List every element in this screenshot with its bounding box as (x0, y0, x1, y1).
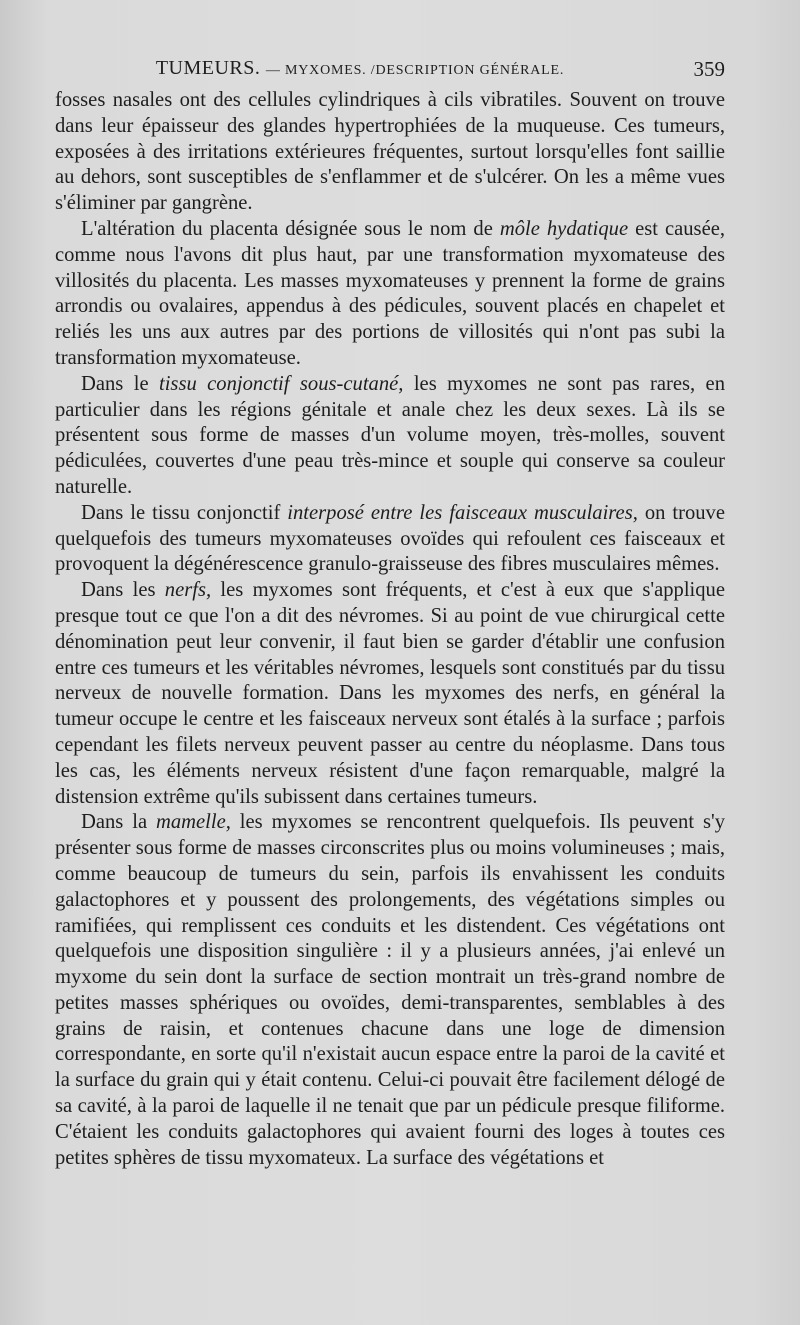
body-text (55, 88, 725, 1171)
paragraph-1: fosses nasales ont des cellules cylindriques à cils vibratiles. Souvent on trouve dans leur épaisseur des glandes hypertrophiées de la muqueuse. Ces tumeurs, exposées à des irritations extérieures fréquentes, surtout lorsqu'elles font saillie au dehors, sont susceptibles de s'enflammer et de s'ulcérer. On les a même vues s'éliminer par gangrène. (55, 89, 725, 215)
page-number: 359 (693, 57, 725, 81)
page-header (55, 57, 725, 83)
paragraph-3: Dans le tissu conjonctif sous-cutané, les myxomes ne sont pas rares, en particulier dans les régions génitale et anale chez les deux sexes. Là ils se présentent sous forme de masses d'un volume moyen, très-molles, souvent pédiculées, couvertes d'une peau très-mince et souple qui conserve sa couleur naturelle. (55, 372, 725, 498)
running-head-title: TUMEURS. (155, 57, 261, 79)
italic-term: tissu conjonctif sous-cutané, (158, 372, 404, 395)
italic-term: mamelle, (155, 811, 231, 834)
italic-term: interposé entre les faisceaux musculaires, (287, 501, 638, 524)
running-head-subtitle: — MYXOMES. /DESCRIPTION GÉNÉRALE. (265, 63, 565, 78)
paragraph-5: Dans les nerfs, les myxomes sont fréquents, et c'est à eux que s'applique presque tout ce que l'on a dit des névromes. Si au point de vue chirurgical cette dénomination peut leur convenir, il faut bien se garder d'établir une confusion entre ces tumeurs et les véritables névromes, lesquels sont constitués par du tissu nerveux de nouvelle formation. Dans les myxomes des nerfs, en général la tumeur occupe le centre et les faisceaux nerveux sont étalés à la surface ; parfois cependant les filets nerveux peuvent passer au centre du néoplasme. Dans tous les cas, les éléments nerveux résistent d'une façon remarquable, malgré la distension extrême qu'ils subissent dans certaines tumeurs. (55, 579, 725, 808)
paragraph-6: Dans la mamelle, les myxomes se rencontrent quelquefois. Ils peuvent s'y présenter sous forme de masses circonscrites plus ou moins volumineuses ; mais, comme beaucoup de tumeurs du sein, parfois ils envahissent les conduits galactophores et y poussent des prolongements, des végétations simples ou ramifiées, qui remplissent ces conduits et les distendent. Ces végétations ont quelquefois une disposition singulière : il y a plusieurs années, j'ai enlevé un myxome du sein dont la surface de section montrait un très-grand nombre de petites masses sphériques ou ovoïdes, demi-transparentes, semblables à des grains de raisin, et contenues chacune dans une loge de dimension correspondante, en sorte qu'il n'existait aucun espace entre la paroi de la cavité et la surface du grain qui y était contenu. Celui-ci pouvait être facilement délogé de sa cavité, à la paroi de laquelle il ne tenait que par un pédicule presque filiforme. C'étaient les conduits galactophores qui avaient fourni des loges à toutes ces petites sphères de tissu myxomateux. La surface des végétations et (55, 811, 725, 1169)
italic-term: nerfs, (164, 579, 212, 602)
paragraph-2: L'altération du placenta désignée sous le nom de môle hydatique est causée, comme nous l'avons dit plus haut, par une transformation myxomateuse des villosités du placenta. Les masses myxomateuses y prennent la forme de grains arrondis ou ovalaires, appendus à des pédicules, souvent placés en chapelet et reliés les uns aux autres par des portions de villosités qui n'ont pas subi la transformation myxomateuse. (55, 217, 725, 369)
running-head (55, 57, 665, 80)
italic-term: môle hydatique (499, 217, 629, 240)
paragraph-4: Dans le tissu conjonctif interposé entre les faisceaux musculaires, on trouve quelquefois des tumeurs myxomateuses ovoïdes qui refoulent ces faisceaux et provoquent la dégénérescence granulo-graisseuse des fibres musculaires mêmes. (55, 501, 725, 576)
